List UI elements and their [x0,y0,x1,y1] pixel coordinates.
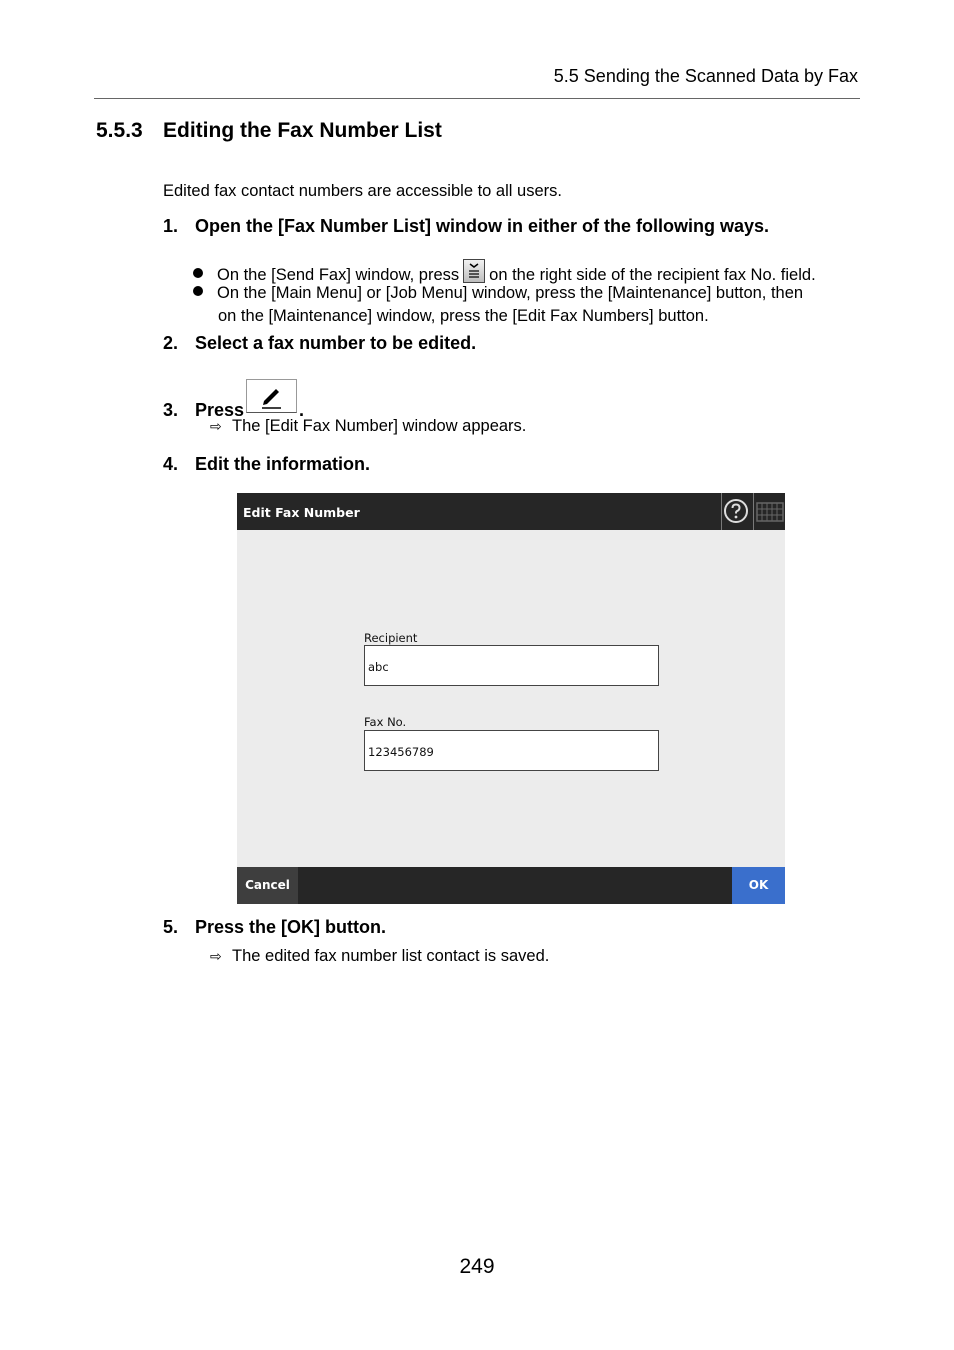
step-3-result [210,417,526,436]
intro-text: Edited fax contact numbers are accessible to all users. [163,182,562,200]
result-arrow-icon: ⇨ [210,419,222,435]
step-suffix: . [299,400,305,420]
window-title: Edit Fax Number [243,505,360,520]
step-number: 2. [163,333,179,353]
recipient-field[interactable]: abc [364,645,659,686]
bullet-item-1 [193,261,816,285]
step-text: Select a fax number to be edited. [195,333,477,353]
fax-number-field[interactable]: 123456789 [364,730,659,771]
bullet-text-line1: On the [Main Menu] or [Job Menu] window, press the [Maintenance] button, then [217,284,804,302]
step-text: Press the [OK] button. [195,917,387,937]
step-5 [163,917,386,938]
running-header: 5.5 Sending the Scanned Data by Fax [553,66,858,86]
step-2 [163,333,476,354]
bullet-item-2 [193,284,803,303]
step-3 [163,387,304,421]
ok-button[interactable]: OK [732,867,785,904]
bullet-text-line2: on the [Maintenance] window, press the [Edit Fax Numbers] button. [218,307,709,325]
window-bottom-bar [237,867,785,904]
title-bar-divider [753,493,754,530]
cancel-button[interactable]: Cancel [237,867,298,904]
bullet-dot [193,268,203,278]
edit-pencil-button-icon [246,379,297,413]
section-heading: Editing the Fax Number List [163,119,442,142]
bullet-text-after: on the right side of the recipient fax No. field. [489,266,816,284]
help-icon[interactable] [723,498,749,524]
step-text: Edit the information. [195,454,370,474]
bullet-dot [193,286,203,296]
step-number: 3. [163,400,179,420]
edit-fax-number-window [237,493,785,904]
step-text: Press [195,400,245,420]
step-number: 5. [163,917,179,937]
bullet-text-before: On the [Send Fax] window, press [217,266,460,284]
result-text: The edited fax number list contact is saved. [232,947,550,965]
fax-number-label: Fax No. [364,715,407,729]
fax-list-button-icon [463,259,485,283]
title-bar-divider [721,493,722,530]
step-5-result [210,947,549,966]
result-arrow-icon: ⇨ [210,949,222,965]
section-number: 5.5.3 [96,119,143,142]
step-1 [163,216,769,237]
step-4 [163,454,370,475]
page-number: 249 [459,1255,495,1278]
section-title [96,119,442,143]
step-number: 4. [163,454,179,474]
header-rule [94,98,860,99]
keyboard-icon[interactable] [756,501,784,523]
result-text: The [Edit Fax Number] window appears. [232,417,527,435]
step-number: 1. [163,216,179,236]
step-text: Open the [Fax Number List] window in either of the following ways. [195,216,770,236]
recipient-label: Recipient [364,631,418,645]
